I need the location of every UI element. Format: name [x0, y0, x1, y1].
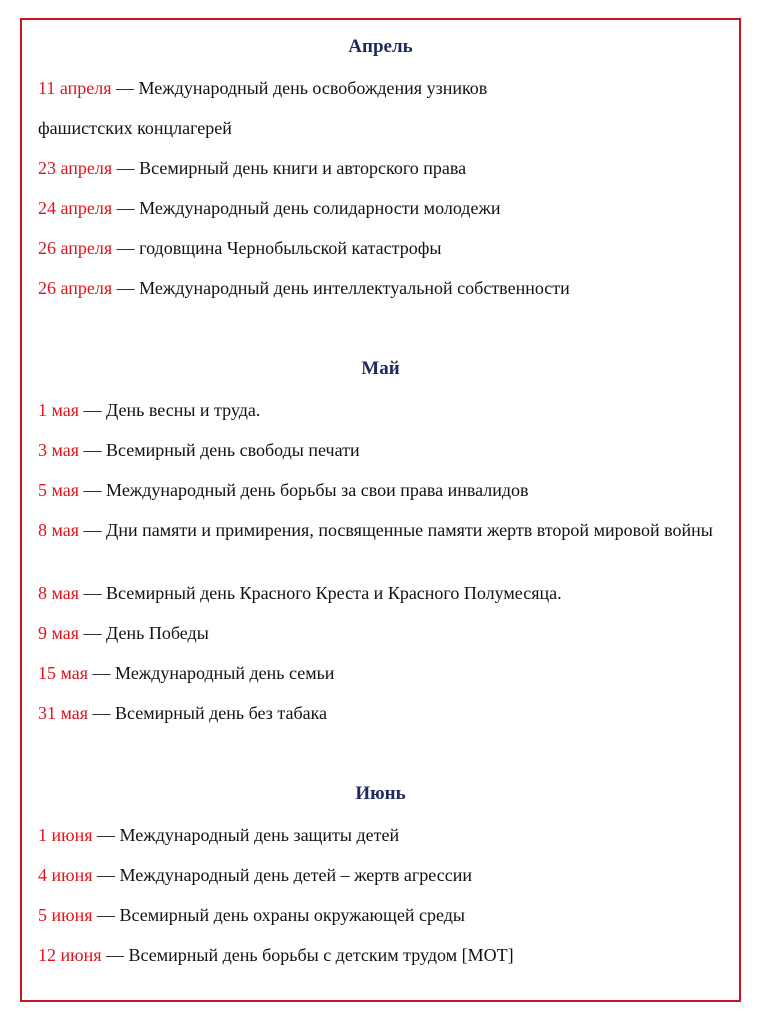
event-date: 23 апреля: [38, 158, 113, 178]
event-text: — Дни памяти и примирения, посвященные памяти жертв второй мировой войны: [79, 520, 713, 540]
event-text: — Международный день семьи: [88, 663, 335, 683]
list-item: [38, 237, 441, 259]
event-text: — Всемирный день свободы печати: [79, 440, 360, 460]
list-item: [38, 197, 501, 219]
list-item: [38, 904, 465, 926]
event-text: — Международный день освобождения узников: [111, 78, 488, 98]
event-text: — День Победы: [79, 623, 209, 643]
event-text: — Всемирный день охраны окружающей среды: [92, 905, 465, 925]
list-item: [38, 399, 260, 421]
event-date: 1 мая: [38, 400, 80, 420]
event-date: 1 июня: [38, 825, 93, 845]
document-frame: [20, 18, 741, 1002]
event-date: 9 мая: [38, 623, 80, 643]
event-text: — Международный день солидарности молодежи: [112, 198, 501, 218]
event-date: 15 мая: [38, 663, 89, 683]
event-text: — Всемирный день без табака: [88, 703, 328, 723]
event-date: 8 мая: [38, 520, 80, 540]
event-text: — Всемирный день книги и авторского права: [112, 158, 467, 178]
event-date: 26 апреля: [38, 278, 113, 298]
event-text: — Международный день защиты детей: [92, 825, 400, 845]
event-date: 31 мая: [38, 703, 89, 723]
list-item: [38, 479, 529, 501]
event-text: — годовщина Чернобыльской катастрофы: [112, 238, 442, 258]
list-item: [38, 824, 399, 846]
event-date: 26 апреля: [38, 238, 113, 258]
event-date: 8 мая: [38, 583, 80, 603]
list-item: [38, 582, 562, 604]
list-item: [38, 157, 466, 179]
list-item: [38, 277, 570, 299]
event-date: 12 июня: [38, 945, 102, 965]
list-item: [38, 439, 360, 461]
list-item: [38, 662, 334, 684]
section-title-june: Июнь: [355, 783, 406, 804]
section-title-april: Апрель: [348, 36, 413, 57]
event-text: — Международный день детей – жертв агрессии: [92, 865, 472, 885]
event-text: — День весны и труда.: [79, 400, 261, 420]
event-date: 5 мая: [38, 480, 80, 500]
event-date: 3 мая: [38, 440, 80, 460]
event-text: — Всемирный день борьбы с детским трудом [МОТ]: [101, 945, 514, 965]
event-text: — Всемирный день Красного Креста и Красного Полумесяца.: [79, 583, 562, 603]
list-item: [38, 77, 487, 99]
list-item: [38, 117, 232, 139]
list-item: [38, 622, 209, 644]
list-item: [38, 864, 472, 886]
event-date: 24 апреля: [38, 198, 113, 218]
event-date: 4 июня: [38, 865, 93, 885]
list-item: [38, 944, 514, 966]
event-date: 5 июня: [38, 905, 93, 925]
event-text: — Международный день интеллектуальной собственности: [112, 278, 570, 298]
list-item: [38, 519, 718, 541]
list-item: [38, 702, 327, 724]
section-title-may: Май: [361, 358, 400, 379]
event-text: — Международный день борьбы за свои права инвалидов: [79, 480, 529, 500]
event-text: фашистских концлагерей: [38, 118, 232, 138]
event-date: 11 апреля: [38, 78, 112, 98]
